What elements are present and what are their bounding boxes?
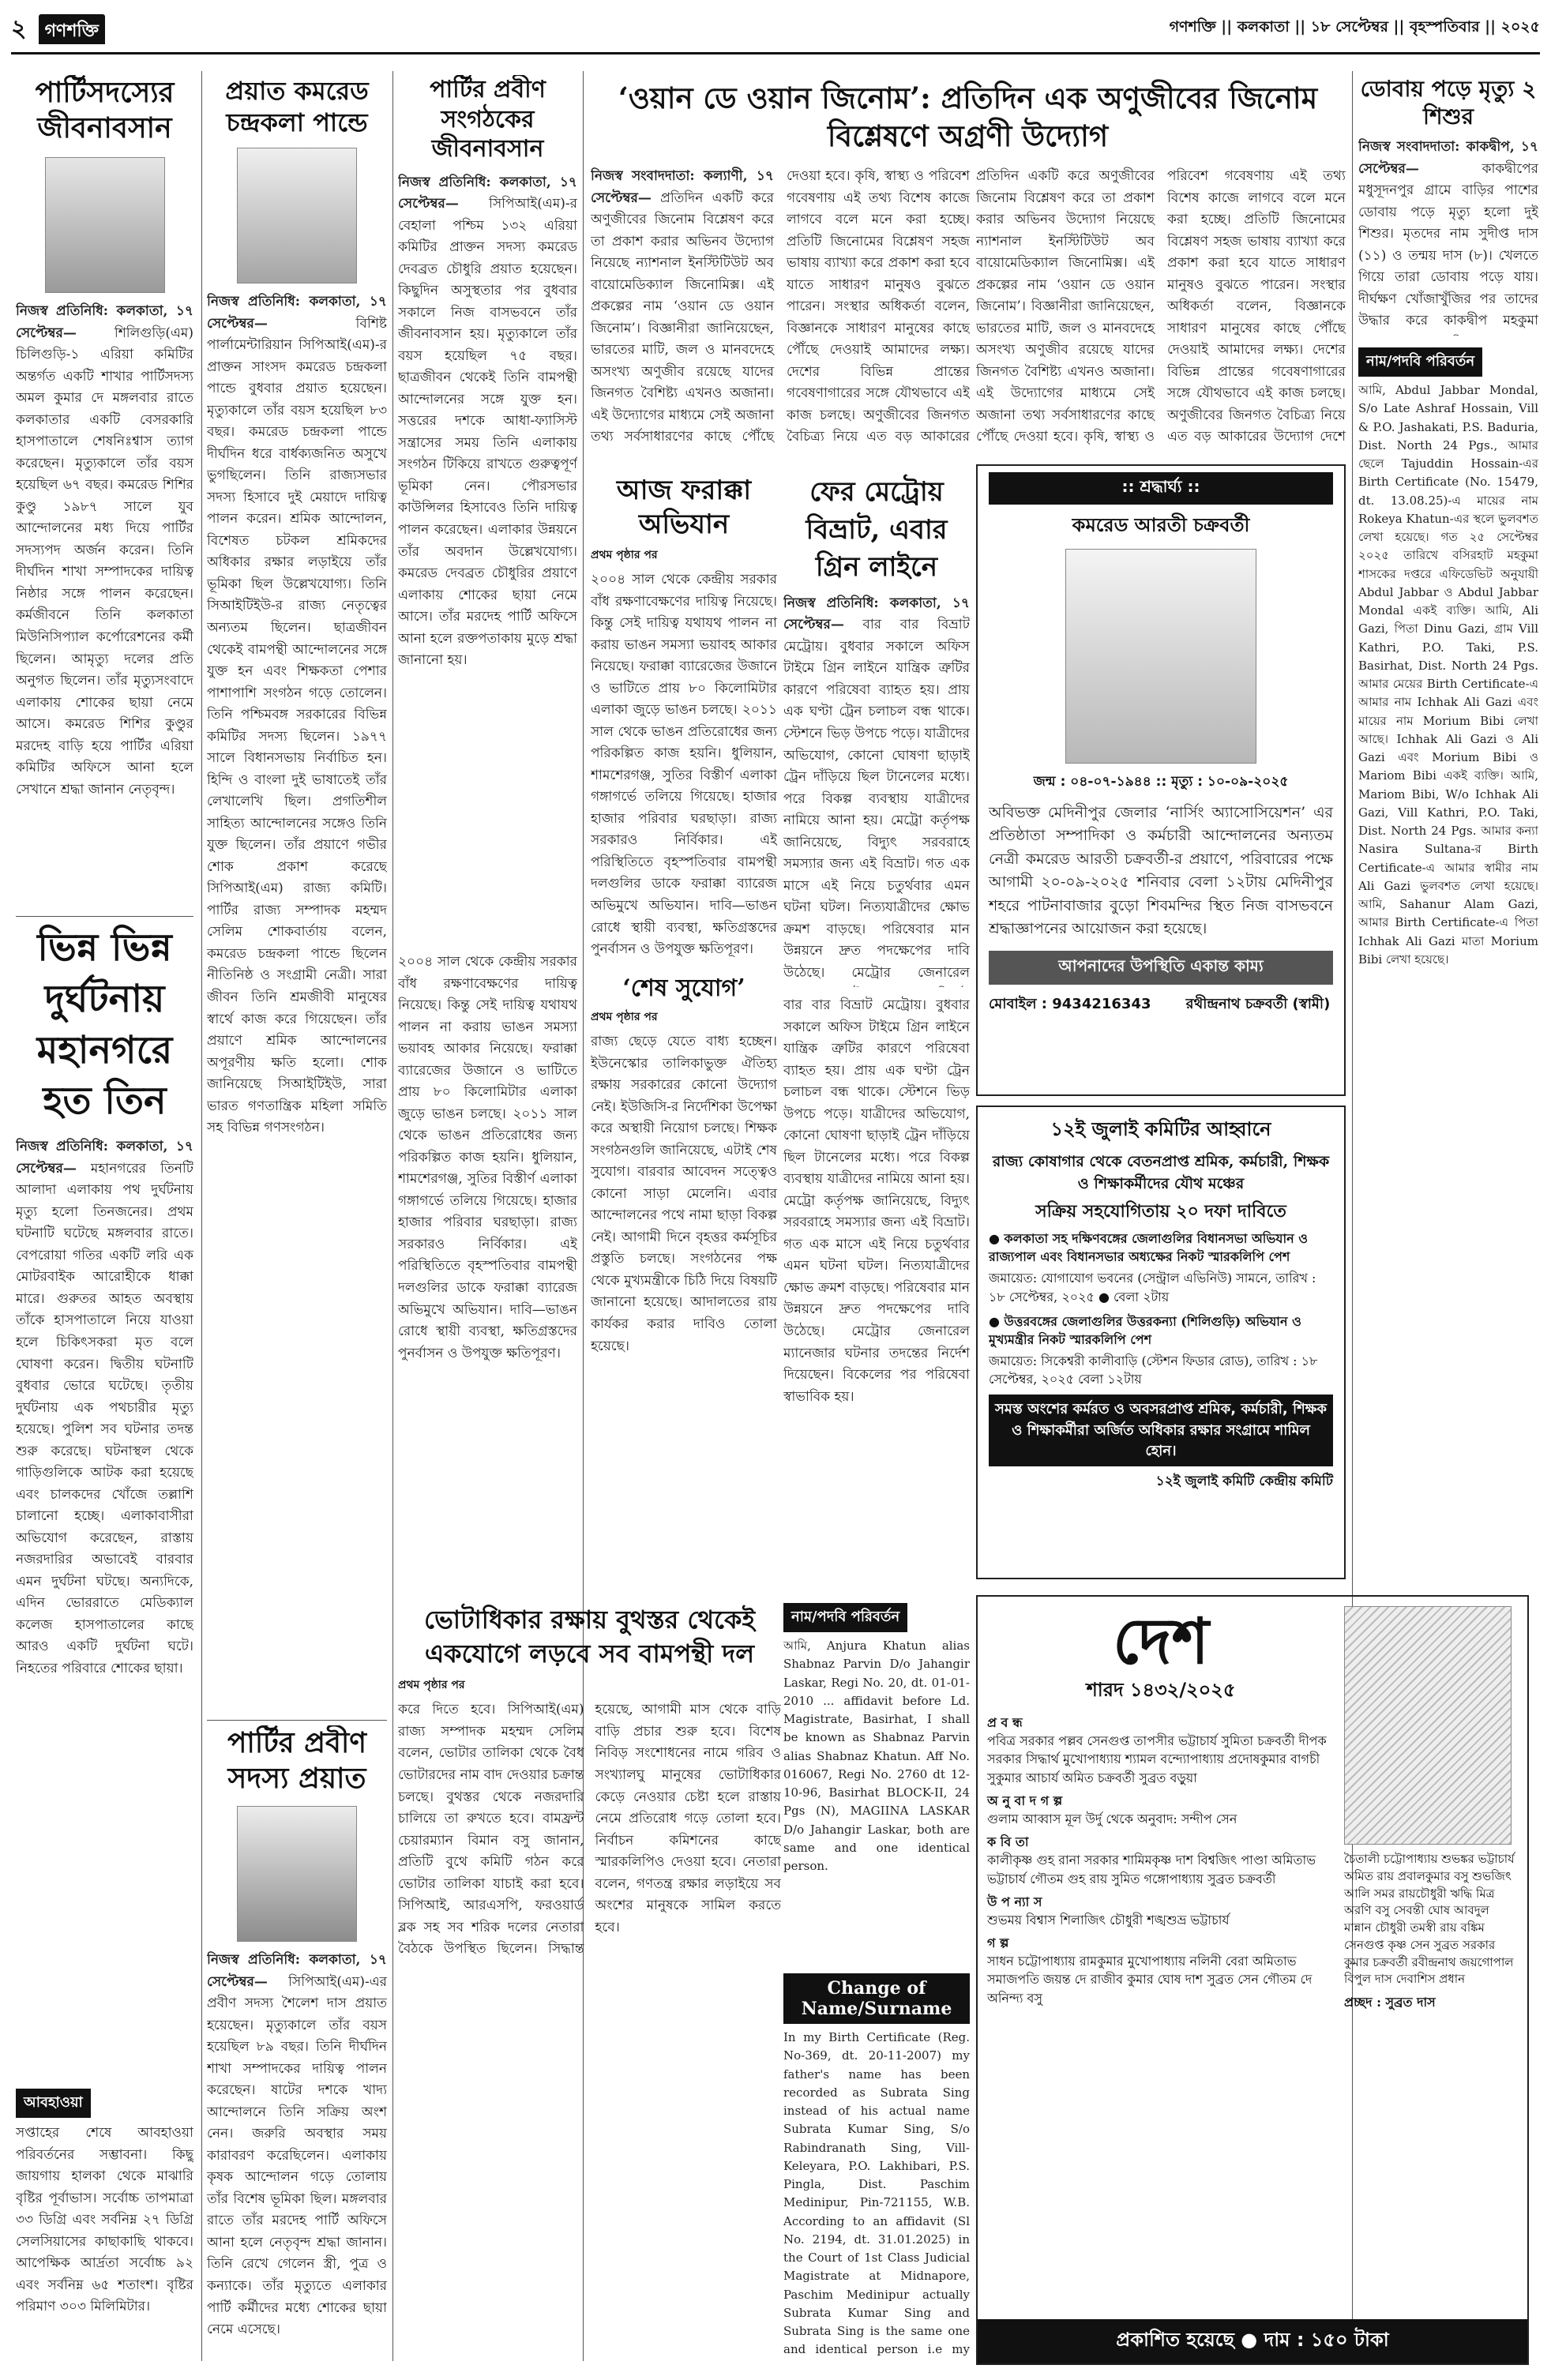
- byline: নিজস্ব সংবাদদাতা: কাকদ্বীপ, ১৭ সেপ্টেম্বর—: [1358, 139, 1538, 177]
- article-col3-cont: [398, 952, 577, 1595]
- mag-section-heading: ক বি তা: [987, 1834, 1029, 1850]
- mag-section-text: কালীকৃষ্ণ গুহ রানা সরকার শামিমকৃষ্ণ দাশ বিশ্বজিৎ পাণ্ডা অমিতাভ ভট্টাচার্য গৌতম গুহ রায় সুমিত গঙ্গোপাধ্যায় সুব্রত চক্রবর্তী: [987, 1853, 1316, 1886]
- change-of-name-title: Change of Name/Surname: [783, 1973, 970, 2024]
- continued-note: প্রথম পৃষ্ঠার পর: [398, 1679, 465, 1692]
- article-text: শিলিগুড়ি(এম) চিলিগুড়ি-১ এরিয়া কমিটির অন্তর্গত একটি শাখার পার্টিসদস্য অমল কুমার দে মঙ্গলবার রাতে কলকাতার একটি বেসরকারি হাসপাতালে শেষনিঃশ্বাস ত্যাগ করেছেন। মৃত্যুকালে তাঁর বয়স হয়েছিল ৬৭ বছর। কমরেড শিশির কুণ্ডু ১৯৮৭ সালে যুব আন্দোলনের মধ্য দিয়ে পার্টির সদস্যপদ অর্জন করেন। তিনি দীর্ঘদিন শাখা সম্পাদকের দায়িত্ব নিষ্ঠার সঙ্গে পালন করেছেন। কর্মজীবনে তিনি কলকাতা মিউনিসিপ্যাল কর্পোরেশনের কর্মী ছিলেন। আমৃত্যু দলের প্রতি অনুগত ছিলেন। তাঁর মৃত্যুসংবাদে এলাকায় শোকের ছায়া নেমে আসে। কমরেড শিশির কুণ্ডুর মরদেহ বাড়ি হয়ে পার্টির এরিয়া কমিটির অফিসে আনা হলে সেখানে শ্রদ্ধা জানান নেতৃবৃন্দ।: [16, 325, 193, 798]
- obituary-signature: রথীন্দ্রনাথ চক্রবর্তী (স্বামী): [1185, 995, 1331, 1012]
- headline-genome: ‘ওয়ান ডে ওয়ান জিনোম’: প্রতিদিন এক অণুজীবের জিনোম বিশ্লেষণে অগ্রণী উদ্যোগ: [618, 81, 1318, 154]
- notice-item: ● কলকাতা সহ দক্ষিণবঙ্গের জেলাগুলির বিধানসভা অভিযান ও রাজ্যপাল এবং বিধানসভার অধ্যক্ষের নিকট স্মারকলিপি পেশ: [989, 1230, 1309, 1265]
- name-change-text: আমি, Abdul Jabbar Mondal, S/o Late Ashraf Hossain, Vill & P.O. Jashakati, P.S. Baduria, Dist. North 24 Pgs., আমার ছেলে Tajuddin Hossain-এর Birth Certificate (No. 15479, dt. 13.08.25)-এ মায়ের নাম Rokeya Khatun-এর স্থলে ভুলবশত লেখা হয়েছে। গত ২৫ সেপ্টেম্বর ২০২৫ তারিখে বসিরহাট মহকুমা শাসকের দপ্তরে এফিডেভিট অনুযায়ী Abdul Jabbar ও Abdul Jabbar Mondal একই ব্যক্তি। আমি, Ali Gazi, পিতা Dinu Gazi, গ্রাম Vill Kathri, P.O. Taki, P.S. Basirhat, Dist. North 24 Pgs. আমার মেয়ের Birth Certificate-এ আমার নাম Ichhak Ali Gazi এবং মায়ের নাম Morium Bibi লেখা আছে। Ichhak Ali Gazi ও Ali Gazi এবং Morium Bibi ও Mariom Bibi একই ব্যক্তি। আমি, Mariom Bibi, W/o Ichhak Ali Gazi, Vill Kathri, P.O. Taki, Dist. North 24 Pgs. আমার কন্যা Nasira Sultana-র Birth Certificate-এ আমার স্বামীর নাম Ali Gazi ভুলবশত লেখা হয়েছে। আমি, Sahanur Alam Gazi, আমার Birth Certificate-এ পিতা Ichhak Ali Gazi মাতা Morium Bibi লেখা হয়েছে।: [1358, 383, 1538, 967]
- obituary-box: [976, 464, 1346, 1096]
- article-metro: [783, 474, 970, 987]
- notice-signature: ১২ই জুলাই কমিটি কেন্দ্রীয় কমিটি: [1155, 1473, 1333, 1489]
- article-genome: [591, 166, 970, 466]
- notice-item-text: কলকাতা সহ দক্ষিণবঙ্গের জেলাগুলির বিধানসভা অভিযান ও রাজ্যপাল এবং বিধানসভার অধ্যক্ষের নিকট স্মারকলিপি পেশ: [989, 1230, 1309, 1265]
- continued-note: প্রথম পৃষ্ঠার পর: [591, 549, 658, 561]
- article-text: সিপিআই(এম)-র বেহালা পশ্চিম ১৩২ এরিয়া কমিটির প্রাক্তন সদস্য কমরেড দেবব্রত চৌধুরি প্রয়াত হয়েছেন। কিছুদিন অসুস্থতার পর বুধবার সকালে নিজ বাসভবনে তাঁর জীবনাবসান হয়। মৃত্যুকালে তাঁর বয়স হয়েছিল ৭৫ বছর। ছাত্রজীবন থেকেই তিনি বামপন্থী আন্দোলনের সঙ্গে যুক্ত হন। সত্তরের দশকে আধা-ফ্যাসিস্ট সন্ত্রাসের সময় তিনি এলাকায় সংগঠন টিকিয়ে রাখতে গুরুত্বপূর্ণ ভূমিকা নেন। পৌরসভার কাউন্সিলর হিসাবেও তিনি দায়িত্ব পালন করেছেন। এলাকার উন্নয়নে তাঁর অবদান উল্লেখযোগ্য। কমরেড দেবব্রত চৌধুরির প্রয়াণে এলাকায় শোকের ছায়া নেমে আসে। তাঁর মরদেহ পার্টি অফিসে আনা হলে রক্তপতাকায় মুড়ে শ্রদ্ধা জানানো হয়।: [398, 196, 577, 669]
- article-text-continued: ২০০৪ সাল থেকে কেন্দ্রীয় সরকার বাঁধ রক্ষণাবেক্ষণের দায়িত্ব নিয়েছে। কিন্তু সেই দায়িত্ব যথাযথ পালন না করায় ভাঙন সমস্যা ভয়াবহ আকার নিয়েছে। ফরাক্কা ব্যারেজের উজানে ও ভাটিতে প্রায় ৮০ কিলোমিটার এলাকা জুড়ে ভাঙন চলছে। ২০১১ সাল থেকে ভাঙন প্রতিরোধের জন্য পরিকল্পিত কাজ হয়নি। ধুলিয়ান, শামশেরগঞ্জ, সুতির বিস্তীর্ণ এলাকা গঙ্গাগর্ভে তলিয়ে গিয়েছে। হাজার হাজার পরিবার ঘরছাড়া। রাজ্য সরকারও নির্বিকার। এই পরিস্থিতিতে বৃহস্পতিবার বামপন্থী দলগুলির ডাকে ফরাক্কা ব্যারেজ অভিমুখে অভিযান। দাবি—ভাঙন রোধে স্থায়ী ব্যবস্থা, ক্ষতিগ্রস্তদের পুনর্বাসন ও উপযুক্ত ক্ষতিপূরণ।: [398, 954, 577, 1361]
- notice-item: ● উত্তরবঙ্গের জেলাগুলির উত্তরকন্যা (শিলিগুড়ি) অভিযান ও মুখ্যমন্ত্রীর নিকট স্মারকলিপি পেশ: [989, 1313, 1301, 1347]
- article-drowning: [1358, 75, 1538, 336]
- article-metro-cont: [783, 995, 970, 1595]
- mag-right-text: চৈতালী চট্টোপাধ্যায় শুভঙ্কর ভট্টাচার্য অমিত রায় প্রবালকুমার বসু শুভজিৎ আলি সমর রায়চৌধুরী ঋদ্ধি মিত্র অরণি বসু সেবন্তী ঘোষ আবদুল মান্নান চৌধুরী তমস্বী রায় বঙ্কিম সেনগুপ্ত কৃষ্ণ সেন সুব্রত সরকার কুমার চক্রবর্তী রবীন্দ্রনাথ জয়গোপাল বিপুল দাস দেবাশিস প্রধান: [1344, 1852, 1515, 1987]
- desh-magazine-ad: [976, 1595, 1529, 2365]
- masthead-left: [11, 9, 122, 44]
- article-senior-member: [207, 1725, 387, 2361]
- mag-cover-credit: প্রচ্ছদ : সুব্রত দাস: [1344, 1995, 1436, 2010]
- masthead-logo: গণশক্তি: [39, 14, 105, 44]
- name-change-text: আমি, Anjura Khatun alias Shabnaz Parvin D/o Jahangir Laskar, Regi No. 20, dt. 01-01-2010 ... affidavit before Ld. Magistrate, Basirhat, I shall be known as Shabnaz Parvin alias Shabnaz Khatun. Aff No. 016067, Regi No. 2760 dt 12-10-96, Basirhat BLOCK-II, 24 Pgs (N), MAGIINA LASKAR D/o Jahangir Laskar, both are same and one identical person.: [783, 1639, 970, 1873]
- obituary-footer: আপনাদের উপস্থিতি একান্ত কাম্য: [989, 951, 1333, 985]
- article-text-continued: প্রতিদিন একটি করে অণুজীবের জিনোম বিশ্লেষণ করে তা প্রকাশ করার অভিনব উদ্যোগ নিয়েছে ন্যাশনাল ইনস্টিটিউট অব বায়োমেডিক্যাল জিনোমিক্স। এই প্রকল্পের নাম ‘ওয়ান ডে ওয়ান জিনোম’। বিজ্ঞানীরা জানিয়েছেন, ভারতের মাটি, জল ও মানবদেহে অসংখ্য অণুজীব রয়েছে যাদের জিনগত বৈশিষ্ট্য এখনও অজানা। এই উদ্যোগের মাধ্যমে সেই অজানা তথ্য সর্বসাধারণের কাছে পৌঁছে দেওয়া হবে। কৃষি, স্বাস্থ্য ও পরিবেশ গবেষণায় এই তথ্য বিশেষ কাজে লাগবে বলে মনে করা হচ্ছে। প্রতিটি জিনোমের বিশ্লেষণ সহজ ভাষায় ব্যাখ্যা করে প্রকাশ করা হবে যাতে সাধারণ মানুষও বুঝতে পারেন। সংস্থার অধিকর্তা বলেন, বিজ্ঞানকে সাধারণ মানুষের কাছে পৌঁছে দেওয়াই আমাদের লক্ষ্য। দেশের বিভিন্ন প্রান্তের গবেষণাগারের সঙ্গে যৌথভাবে এই কাজ চলছে। অণুজীবের জিনগত বৈচিত্র্য নিয়ে এত বড় আকারের উদ্যোগ দেশে: [976, 168, 1346, 445]
- article-accidents: [16, 922, 193, 2083]
- magazine-issue: শারদ ১৪৩২/২০২৫: [1086, 1679, 1236, 1701]
- article-left-voters: [398, 1603, 781, 2361]
- obituary-mobile: মোবাইল : 9434216343: [989, 995, 1151, 1012]
- byline: নিজস্ব প্রতিনিধি: কলকাতা, ১৭ সেপ্টেম্বর—: [16, 1139, 193, 1177]
- masthead: [11, 6, 1540, 54]
- portrait-photo: [237, 148, 357, 283]
- headline: ফের মেট্রোয় বিভ্রাট, এবার গ্রিন লাইনে: [806, 476, 948, 584]
- obituary-name: কমরেড আরতী চক্রবর্তী: [1072, 513, 1250, 536]
- byline: নিজস্ব প্রতিনিধি: কলকাতা, ১৭ সেপ্টেম্বর—: [207, 1952, 387, 1990]
- article-text: বিশিষ্ট পার্লামেন্টারিয়ান সিপিআই(এম)-র প্রাক্তন সাংসদ কমরেড চন্দ্রকলা পান্ডে বুধবার প্রয়াত হয়েছেন। মৃত্যুকালে তাঁর বয়স হয়েছিল ৮৩ বছর। কমরেড চন্দ্রকলা পান্ডে দীর্ঘদিন ধরে বার্ধক্যজনিত অসুখে ভুগছিলেন। তিনি রাজ্যসভার সদস্য হিসাবে দুই মেয়াদে দায়িত্ব পালন করেন। শ্রমিক আন্দোলন, বিশেষত চটকল শ্রমিকদের অধিকার রক্ষার লড়াইয়ে তাঁর ভূমিকা ছিল উল্লেখযোগ্য। তিনি সিআইটিইউ-র রাজ্য নেতৃত্বের অন্যতম ছিলেন। ছাত্রজীবন থেকেই বামপন্থী আন্দোলনের সঙ্গে যুক্ত হন এবং শিক্ষকতা পেশার পাশাপাশি সংগঠন গড়ে তোলেন। তিনি পশ্চিমবঙ্গ সরকারের বিভিন্ন কমিটির সদস্য ছিলেন। ১৯৭৭ সালে বিধানসভায় নির্বাচিত হন। হিন্দি ও বাংলা দুই ভাষাতেই তাঁর লেখালেখি ছিল। প্রগতিশীল সাহিত্য আন্দোলনের সঙ্গেও তিনি যুক্ত ছিলেন। তাঁর প্রয়াণে গভীর শোক প্রকাশ করেছে সিপিআই(এম) রাজ্য কমিটি। পার্টির রাজ্য সম্পাদক মহম্মদ সেলিম শোকবার্তায় বলেন, কমরেড চন্দ্রকলা পান্ডে ছিলেন নীতিনিষ্ঠ ও সংগ্রামী নেত্রী। সারা জীবন তিনি শ্রমজীবী মানুষের স্বার্থে কাজ করে গিয়েছেন। তাঁর প্রয়াণে শ্রমিক আন্দোলনের অপূরণীয় ক্ষতি হলো। শোক জানিয়েছে সিআইটিইউ, সারা ভারত গণতান্ত্রিক মহিলা সমিতি সহ বিভিন্ন গণসংগঠন।: [207, 315, 387, 1136]
- article-text: কাকদ্বীপের মধুসূদনপুর গ্রামে বাড়ির পাশের ডোবায় পড়ে মৃত্যু হলো দুই শিশুর। মৃতদের নাম সুদীপ্ত দাস (১১) ও তন্ময় দাস (৮)। খেলতে গিয়ে তারা ডোবায় পড়ে যায়। দীর্ঘক্ষণ খোঁজাখুঁজির পর তাদের উদ্ধার করে কাকদ্বীপ মহকুমা: [1358, 160, 1538, 329]
- notice-title: ১২ই জুলাই কমিটির আহ্বানে: [1050, 1117, 1271, 1140]
- byline: নিজস্ব সংবাদদাতা: কল্যাণী, ১৭ সেপ্টেম্বর—: [591, 168, 774, 206]
- name-change-section: [783, 1603, 970, 2361]
- obituary-dates: জন্ম : ০৪-০৭-১৯৪৪ :: মৃত্যু : ১০-০৯-২০২৫: [1033, 774, 1289, 790]
- name-change-col7: [1358, 347, 1538, 1587]
- article-organiser-obituary: [398, 75, 577, 944]
- mag-section-heading: উ প ন্যা স: [987, 1894, 1042, 1909]
- change-of-name-text: In my Birth Certificate (Reg. No-369, dt. 20-11-2007) my father's name has been recorded as Subrata Sing instead of his actual name Subrata Kumar Sing, S/o Rabindranath Sing, Vill-Keleyara, P.O. Lakhibari, P.S. Pingla, Dist. Paschim Medinipur, Pin-721155, W.B. According to an affidavit (Sl No. 2194, dt. 31.01.2025) in the Court of 1st Class Judicial Magistrate at Midnapore, Paschim Medinipur actually Subrata Kumar Sing and Subrata Sing is the same one and identical person i.e my: [783, 2030, 970, 2357]
- weather-tag: আবহাওয়া: [16, 2089, 91, 2118]
- obituary-photo: [1065, 549, 1256, 764]
- headline: পার্টিসদস্যের জীবনাবসান: [35, 76, 175, 145]
- headline: প্রয়াত কমরেড চন্দ্রকলা পান্ডে: [225, 76, 369, 137]
- portrait-photo: [45, 157, 165, 293]
- article-text: বার বার বিভ্রাট মেট্রোয়। বুধবার সকালে অফিস টাইমে গ্রিন লাইনে যান্ত্রিক ত্রুটির কারণে পরিষেবা ব্যাহত হয়। প্রায় এক ঘণ্টা ট্রেন চলাচল বন্ধ থাকে। স্টেশনে ভিড় উপচে পড়ে। যাত্রীদের অভিযোগ, কোনো ঘোষণা ছাড়াই ট্রেন দাঁড়িয়ে ছিল টানেলের মধ্যে। পরে বিকল্প ব্যবস্থায় যাত্রীদের নামিয়ে আনা হয়। মেট্রো কর্তৃপক্ষ জানিয়েছে, বিদ্যুৎ সরবরাহে সমস্যার জন্য এই বিভ্রাট। গত এক মাসে এই নিয়ে চতুর্থবার এমন ঘটনা ঘটল। নিত্যযাত্রীদের ক্ষোভ ক্রমশ বাড়ছে। পরিষেবার মান উন্নয়নে দ্রুত পদক্ষেপের দাবি উঠেছে। মেট্রোর জেনারেল: [783, 617, 970, 981]
- article-text: রাজ্য ছেড়ে যেতে বাধ্য হচ্ছেন। ইউনেস্কোর তালিকাভুক্ত ঐতিহ্য রক্ষায় সরকারের কোনো উদ্যোগ নেই। ইউজিসি-র নির্দেশিকা উপেক্ষা করে অস্থায়ী নিয়োগ চলছে। শিক্ষক সংগঠনগুলি জানিয়েছে, এটাই শেষ সুযোগ। বারবার আবেদন সত্ত্বেও কোনো সাড়া মেলেনি। এবার আন্দোলনের পথে নামা ছাড়া বিকল্প নেই। আগামী দিনে বৃহত্তর কর্মসূচির প্রস্তুতি চলছে। সংগঠনের পক্ষ থেকে মুখ্যমন্ত্রীকে চিঠি দিয়ে বিষয়টি জানানো হয়েছে। আদালতের রায় কার্যকর করার দাবিও তোলা হয়েছে।: [591, 1034, 777, 1354]
- article-text: ২০০৪ সাল থেকে কেন্দ্রীয় সরকার বাঁধ রক্ষণাবেক্ষণের দায়িত্ব নিয়েছে। কিন্তু সেই দায়িত্ব যথাযথ পালন না করায় ভাঙন সমস্যা ভয়াবহ আকার নিয়েছে। ফরাক্কা ব্যারেজের উজানে ও ভাটিতে প্রায় ৮০ কিলোমিটার এলাকা জুড়ে ভাঙন চলছে। ২০১১ সাল থেকে ভাঙন প্রতিরোধের জন্য পরিকল্পিত কাজ হয়নি। ধুলিয়ান, শামশেরগঞ্জ, সুতির বিস্তীর্ণ এলাকা গঙ্গাগর্ভে তলিয়ে গিয়েছে। হাজার হাজার পরিবার ঘরছাড়া। রাজ্য সরকারও নির্বিকার। এই পরিস্থিতিতে বৃহস্পতিবার বামপন্থী দলগুলির ডাকে ফরাক্কা ব্যারেজ অভিমুখে অভিযান। দাবি—ভাঙন রোধে স্থায়ী ব্যবস্থা, ক্ষতিগ্রস্তদের পুনর্বাসন ও উপযুক্ত ক্ষতিপূরণ।: [591, 572, 777, 958]
- notice-line: রাজ্য কোষাগার থেকে বেতনপ্রাপ্ত শ্রমিক, কর্মচারী, শিক্ষক ও শিক্ষাকর্মীদের যৌথ মঞ্চের: [992, 1153, 1330, 1192]
- headline: ডোবায় পড়ে মৃত্যু ২ শিশুর: [1360, 76, 1537, 130]
- magazine-cover-art: [1344, 1606, 1512, 1845]
- magazine-logo: দেশ: [1113, 1604, 1209, 1678]
- headline: ভিন্ন ভিন্ন দুর্ঘটনায় মহানগরে হত তিন: [36, 925, 173, 1124]
- tribute-tag: :: শ্রদ্ধার্ঘ্য ::: [989, 472, 1333, 505]
- article-chandrakala-pandey: [207, 75, 387, 1714]
- headline: ভোটাধিকার রক্ষায় বুথস্তর থেকেই একযোগে লড়বে সব বামপন্থী দল: [423, 1605, 755, 1669]
- portrait-photo: [237, 1806, 357, 1942]
- headline: আজ ফরাক্কা অভিযান: [616, 475, 752, 540]
- masthead-dateline: গণশক্তি || কলকাতা || ১৮ সেপ্টেম্বর || বৃহস্পতিবার || ২০২৫: [1169, 18, 1540, 36]
- article-text-continued: বার বার বিভ্রাট মেট্রোয়। বুধবার সকালে অফিস টাইমে গ্রিন লাইনে যান্ত্রিক ত্রুটির কারণে পরিষেবা ব্যাহত হয়। প্রায় এক ঘণ্টা ট্রেন চলাচল বন্ধ থাকে। স্টেশনে ভিড় উপচে পড়ে। যাত্রীদের অভিযোগ, কোনো ঘোষণা ছাড়াই ট্রেন দাঁড়িয়ে ছিল টানেলের মধ্যে। পরে বিকল্প ব্যবস্থায় যাত্রীদের নামিয়ে আনা হয়। মেট্রো কর্তৃপক্ষ জানিয়েছে, বিদ্যুৎ সরবরাহে সমস্যার জন্য এই বিভ্রাট। গত এক মাসে এই নিয়ে চতুর্থবার এমন ঘটনা ঘটল। নিত্যযাত্রীদের ক্ষোভ ক্রমশ বাড়ছে। পরিষেবার মান উন্নয়নে দ্রুত পদক্ষেপের দাবি উঠেছে। মেট্রোর জেনারেল ম্যানেজার ঘটনার তদন্তের নির্দেশ দিয়েছেন। বিকেলের পর পরিষেবা স্বাভাবিক হয়।: [783, 997, 970, 1405]
- mag-section-text: শুভময় বিশ্বাস শিলাজিৎ চৌধুরী শঙ্খশুভ্র ভট্টাচার্য: [987, 1912, 1230, 1928]
- name-change-tag: নাম/পদবি পরিবর্তন: [1358, 347, 1482, 377]
- article-genome-cont: [976, 166, 1346, 458]
- mag-section-heading: অ নু বা দ গ ল্প: [987, 1793, 1063, 1808]
- mag-section-heading: প্র ব ন্ধ: [987, 1715, 1023, 1730]
- headline: পার্টির প্রবীণ সদস্য প্রয়াত: [227, 1726, 367, 1795]
- byline: নিজস্ব প্রতিনিধি: কলকাতা, ১৭ সেপ্টেম্বর—: [207, 294, 387, 332]
- notice-item-detail: জমায়েত: যোগাযোগ ভবনের (সেন্ট্রাল এভিনিউ) সামনে, তারিখ : ১৮ সেপ্টেম্বর, ২০২৫ ● বেলা ২টায়: [989, 1271, 1316, 1304]
- mag-section-heading: গ ল্প: [987, 1935, 1009, 1951]
- article-text: সিপিআই(এম)-এর প্রবীণ সদস্য শৈলেশ দাস প্রয়াত হয়েছেন। মৃত্যুকালে তাঁর বয়স হয়েছিল ৮৯ বছর। তিনি দীর্ঘদিন শাখা সম্পাদকের দায়িত্ব পালন করেছেন। ষাটের দশকে খাদ্য আন্দোলনে তিনি সক্রিয় অংশ নেন। জরুরি অবস্থার সময় কারাবরণ করেছিলেন। এলাকায় কৃষক আন্দোলন গড়ে তোলায় তাঁর বিশেষ ভূমিকা ছিল। মঙ্গলবার রাতে তাঁর মরদেহ পার্টি অফিসে আনা হলে নেতৃবৃন্দ শ্রদ্ধা জানান। তিনি রেখে গেলেন স্ত্রী, পুত্র ও কন্যাকে। তাঁর মৃত্যুতে এলাকার পার্টি কর্মীদের মধ্যে শোকের ছায়া নেমে এসেছে।: [207, 1973, 387, 2338]
- july12-notice: [976, 1106, 1346, 1579]
- notice-line: সক্রিয় সহযোগিতায় ২০ দফা দাবিতে: [1035, 1201, 1286, 1222]
- notice-item-detail: জমায়েত: সিকেশ্বরী কালীবাড়ি (স্টেশন ফিডার রোড), তারিখ : ১৮ সেপ্টেম্বর, ২০২৫ বেলা ১২টায়: [989, 1353, 1318, 1387]
- weather-section: [16, 2089, 193, 2361]
- obituary-text: অবিভক্ত মেদিনীপুর জেলার ‘নার্সিং অ্যাসোসিয়েশন’ এর প্রতিষ্ঠাতা সম্পাদিকা ও কর্মচারী আন্দোলনের অন্যতম নেত্রী কমরেড আরতী চক্রবর্তী-র প্রয়াণে, পরিবারের পক্ষে আগামী ২০-০৯-২০২৫ শনিবার বেলা ১২টায় মেদিনীপুর শহরে পাটনাবাজার বুড়ো শিবমন্দির স্থিত নিজ বাসভবনে শ্রদ্ধাজ্ঞাপনের আয়োজন করা হয়েছে।: [989, 804, 1333, 938]
- byline: নিজস্ব প্রতিনিধি: কলকাতা, ১৭ সেপ্টেম্বর—: [398, 174, 577, 212]
- mag-section-text: পবিত্র সরকার পল্লব সেনগুপ্ত তাপসীর ভট্টাচার্য সুমিতা চক্রবর্তী দীপক সরকার সিদ্ধার্থ মুখোপাধ্যায় শ্যামল বন্দ্যোপাধ্যায় প্রদোষকুমার বাগচী সুকুমার আচার্য অমিত চক্রবর্তী সুব্রত বড়ুয়া: [987, 1733, 1327, 1785]
- headline: পার্টির প্রবীণ সংগঠকের জীবনাবসান: [430, 76, 546, 163]
- notice-item-text: উত্তরবঙ্গের জেলাগুলির উত্তরকন্যা (শিলিগুড়ি) অভিযান ও মুখ্যমন্ত্রীর নিকট স্মারকলিপি পেশ: [989, 1313, 1301, 1347]
- article-member-obituary: [16, 75, 193, 940]
- headline: ‘শেষ সুযোগ’: [622, 974, 745, 1002]
- byline: নিজস্ব প্রতিনিধি: কলকাতা, ১৭ সেপ্টেম্বর—: [783, 595, 970, 633]
- byline: নিজস্ব প্রতিনিধি: কলকাতা, ১৭ সেপ্টেম্বর—: [16, 303, 193, 341]
- article-text: প্রতিদিন একটি করে অণুজীবের জিনোম বিশ্লেষণ করে তা প্রকাশ করার অভিনব উদ্যোগ নিয়েছে ন্যাশনাল ইনস্টিটিউট অব বায়োমেডিক্যাল জিনোমিক্স। এই প্রকল্পের নাম ‘ওয়ান ডে ওয়ান জিনোম’। বিজ্ঞানীরা জানিয়েছেন, ভারতের মাটি, জল ও মানবদেহে অসংখ্য অণুজীব রয়েছে যাদের জিনগত বৈশিষ্ট্য এখনও অজানা। এই উদ্যোগের মাধ্যমে সেই অজানা তথ্য সর্বসাধারণের কাছে পৌঁছে দেওয়া হবে। কৃষি, স্বাস্থ্য ও পরিবেশ গবেষণায় এই তথ্য বিশেষ কাজে লাগবে বলে মনে করা হচ্ছে। প্রতিটি জিনোমের বিশ্লেষণ সহজ ভাষায় ব্যাখ্যা করে প্রকাশ করা হবে যাতে সাধারণ মানুষও বুঝতে পারেন। সংস্থার অধিকর্তা বলেন, বিজ্ঞানকে সাধারণ মানুষের কাছে পৌঁছে দেওয়াই আমাদের লক্ষ্য। দেশের বিভিন্ন প্রান্তের গবেষণাগারের সঙ্গে যৌথভাবে এই কাজ চলছে। অণুজীবের জিনগত বৈচিত্র্য নিয়ে এত বড় আকারের: [591, 168, 970, 445]
- mag-section-text: সাধন চট্টোপাধ্যায় রামকুমার মুখোপাধ্যায় নলিনী বেরা অমিতাভ সমাজপতি জয়ন্ত দে রাজীব কুমার ঘোষ দাশ সুব্রত সেন গৌতম দে অনিন্দ্য বসু: [987, 1954, 1313, 2006]
- magazine-price-bar: প্রকাশিত হয়েছে ● দাম : ১৫০ টাকা: [978, 2319, 1527, 2363]
- notice-footer: সমস্ত অংশের কর্মরত ও অবসরপ্রাপ্ত শ্রমিক, কর্মচারী, শিক্ষক ও শিক্ষাকর্মীরা অর্জিত অধিকার রক্ষার সংগ্রামে শামিল হোন।: [989, 1395, 1333, 1466]
- continued-note: প্রথম পৃষ্ঠার পর: [591, 1011, 658, 1024]
- page-number: ২: [11, 15, 27, 43]
- article-text: মহানগরের তিনটি আলাদা এলাকায় পথ দুর্ঘটনায় মৃত্যু হলো তিনজনের। প্রথম ঘটনাটি ঘটেছে মঙ্গলবার রাতে। বেপরোয়া গতির একটি লরি এক মোটরবাইক আরোহীকে ধাক্কা মারে। গুরুতর আহত অবস্থায় তাঁকে হাসপাতালে নিয়ে যাওয়া হলে চিকিৎসকরা মৃত বলে ঘোষণা করেন। দ্বিতীয় ঘটনাটি বুধবার ভোরে ঘটেছে। তৃতীয় দুর্ঘটনায় এক পথচারীর মৃত্যু হয়েছে। পুলিশ সব ঘটনার তদন্ত শুরু করেছে। ঘটনাস্থল থেকে গাড়িগুলিকে আটক করা হয়েছে এবং চালকদের খোঁজে তল্লাশি চালানো হচ্ছে। এলাকাবাসীরা অভিযোগ করেছেন, রাস্তায় নজরদারির অভাবেই বারবার এমন দুর্ঘটনা ঘটছে। অন্যদিকে, এদিন ভোররাতে মেডিক্যাল কলেজ হাসপাতালের কাছে আরও একটি দুর্ঘটনা ঘটে। নিহতের পরিবারে শোকের ছায়া।: [16, 1160, 193, 1676]
- mag-section-text: গুলাম আব্বাস মূল উর্দু থেকে অনুবাদ: সন্দীপ সেন: [987, 1811, 1237, 1826]
- article-text: করে দিতে হবে। সিপিআই(এম) রাজ্য সম্পাদক মহম্মদ সেলিম বলেন, ভোটার তালিকা থেকে বৈধ ভোটারদের নাম বাদ দেওয়ার চক্রান্ত চলছে। বুথস্তর থেকে নজরদারি চালিয়ে তা রুখতে হবে। বামফ্রন্ট চেয়ারম্যান বিমান বসু জানান, প্রতিটি বুথে কমিটি গঠন করে ভোটার তালিকা যাচাই করা হবে। সিপিআই, আরএসপি, ফরওয়ার্ড ব্লক সহ সব শরিক দলের নেতারা বৈঠকে উপস্থিত ছিলেন। সিদ্ধান্ত হয়েছে, আগামী মাস থেকে বাড়ি বাড়ি প্রচার শুরু হবে। বিশেষ নিবিড় সংশোধনের নামে গরিব ও সংখ্যালঘু মানুষের ভোটাধিকার কেড়ে নেওয়ার চেষ্টা হলে রাস্তায় নেমে প্রতিরোধ গড়ে তোলা হবে। নির্বাচন কমিশনের কাছে স্মারকলিপিও দেওয়া হবে। নেতারা বলেন, গণতন্ত্র রক্ষার লড়াইয়ে সব অংশের মানুষকে সামিল করতে হবে।: [398, 1702, 781, 1958]
- weather-text: সপ্তাহের শেষে আবহাওয়া পরিবর্তনের সম্ভাবনা। কিছু জায়গায় হালকা থেকে মাঝারি বৃষ্টির পূর্বাভাস। সর্বোচ্চ তাপমাত্রা ৩৩ ডিগ্রি এবং সর্বনিম্ন ২৭ ডিগ্রি সেলসিয়াসের কাছাকাছি থাকবে। আপেক্ষিক আর্দ্রতা সর্বোচ্চ ৯২ এবং সর্বনিম্ন ৬৫ শতাংশ। বৃষ্টির পরিমাণ ৩০৩ মিলিমিটার।: [16, 2125, 193, 2315]
- name-change-tag: নাম/পদবি পরিবর্তন: [783, 1603, 907, 1632]
- article-farakka: [591, 474, 777, 1540]
